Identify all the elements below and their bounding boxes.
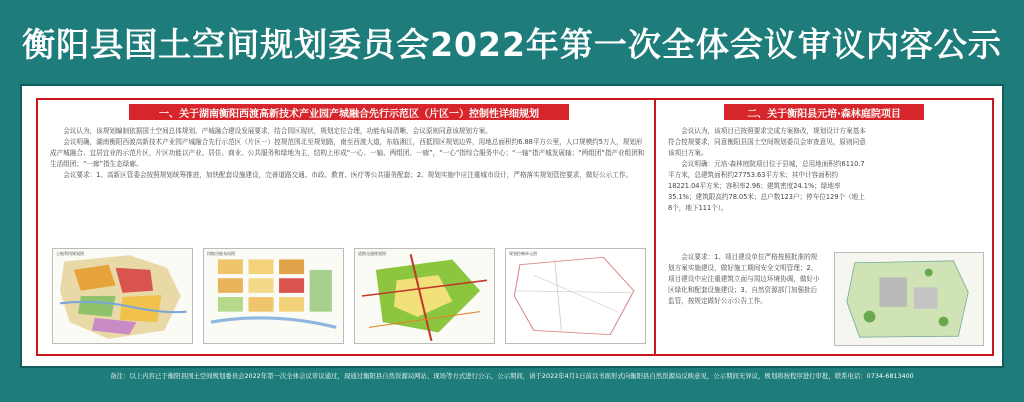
right-panel-header: 二、关于衡阳县元培·森林庭院项目	[724, 104, 924, 120]
map-label: 道路交通规划图	[358, 251, 386, 256]
plan-maps	[52, 248, 646, 344]
left-paragraph: 会议认为，该规划编制依据国土空间总体规划、产城融合建设发展要求，结合园区现状，规划定位合理，功能布局清晰，会议原则同意该规划方案。	[63, 127, 492, 135]
right-panel	[654, 98, 994, 356]
map-label: 规划控制单元图	[509, 251, 537, 256]
map-label: 用地功能布局图	[207, 251, 235, 256]
road-traffic-map-graphic	[355, 249, 494, 343]
right-text-bottom	[656, 252, 826, 307]
footer-note: 备注：以上内容已于衡阳县国土空间规划委员会2022年第一次全体会议审议通过，现通过衡阳县自然资源局网站、现场等方式进行公示，公示期间，请于2022年4月1日前以书面形式向衡阳县自然资源局反映意见，公示期间无异议，规划将按程序进行审批，联系电话：0734-6813400	[110, 372, 914, 380]
control-unit-map-graphic	[506, 249, 645, 343]
function-layout-map	[203, 248, 344, 344]
left-paragraph: 会议明确，湖南衡阳西渡高新技术产业园产城融合先行示范区（片区一）控规范围北至规划路，南至西渡大道，东临湘江，西抵园区规划边界，用地总面积约6.88平方公里，人口规模约5万人，规划形成产城融合、宜居宜业的示范片区，片区功能以产业、居住、商业、公共服务和绿地为主，结构上形成“一心、一轴、两组团、一廊”，“一心”指综合服务中心；“一轴”指产城发展轴；“两组团”指产业组团和生活组团；“一廊”指生态绿廊。	[50, 138, 645, 168]
left-paragraph: 会议要求：1、高新区管委会按照规划统筹推进，加快配套设施建设，完善道路交通、市政、教育、医疗等公共服务配套；2、规划实施中应注重城市设计，严格落实规划管控要求，做好公示工作。	[63, 171, 633, 179]
page-title: 衡阳县国土空间规划委员会2022年第一次全体会议审议内容公示	[22, 24, 1002, 64]
left-panel	[36, 98, 662, 356]
road-traffic-map	[354, 248, 495, 344]
control-unit-map	[505, 248, 646, 344]
left-panel-header: 一、关于湖南衡阳西渡高新技术产业园产城融合先行示范区（片区一）控制性详细规划	[129, 104, 569, 120]
right-paragraph: 会议明确：元培·森林庭院项目位于县城，总用地面积约6110.7平方米，总建筑面积约27753.63平方米；其中计容面积约18221.04平方米；容积率2.96；建筑密度24.1%；绿地率35.1%；建筑限高约78.05米；总户数123户；停车位129个（地上8个，地下111个）。	[668, 160, 865, 212]
land-use-map-graphic	[53, 249, 192, 343]
function-layout-map-graphic	[204, 249, 343, 343]
site-plan-graphic	[835, 253, 983, 345]
land-use-map	[52, 248, 193, 344]
right-text-top	[656, 126, 874, 214]
right-paragraph: 会议要求：1、项目建设单位严格按照批准的规划方案实施建设，做好施工期间安全文明管理；2、项目建设中应注重建筑立面与周边环境协调，做好小区绿化和配套设施建设；3、自然资源部门加强批后监管，按规定做好公示公告工作。	[668, 253, 820, 305]
bulletin-board	[20, 84, 1004, 368]
map-label: 土地利用规划图	[56, 251, 84, 256]
site-plan-image	[834, 252, 984, 346]
right-paragraph: 会议认为，该项目已按照要求完成方案修改，规划设计方案基本符合控规要求，同意衡阳县国土空间规划委员会审查意见，原则同意该项目方案。	[668, 127, 866, 157]
